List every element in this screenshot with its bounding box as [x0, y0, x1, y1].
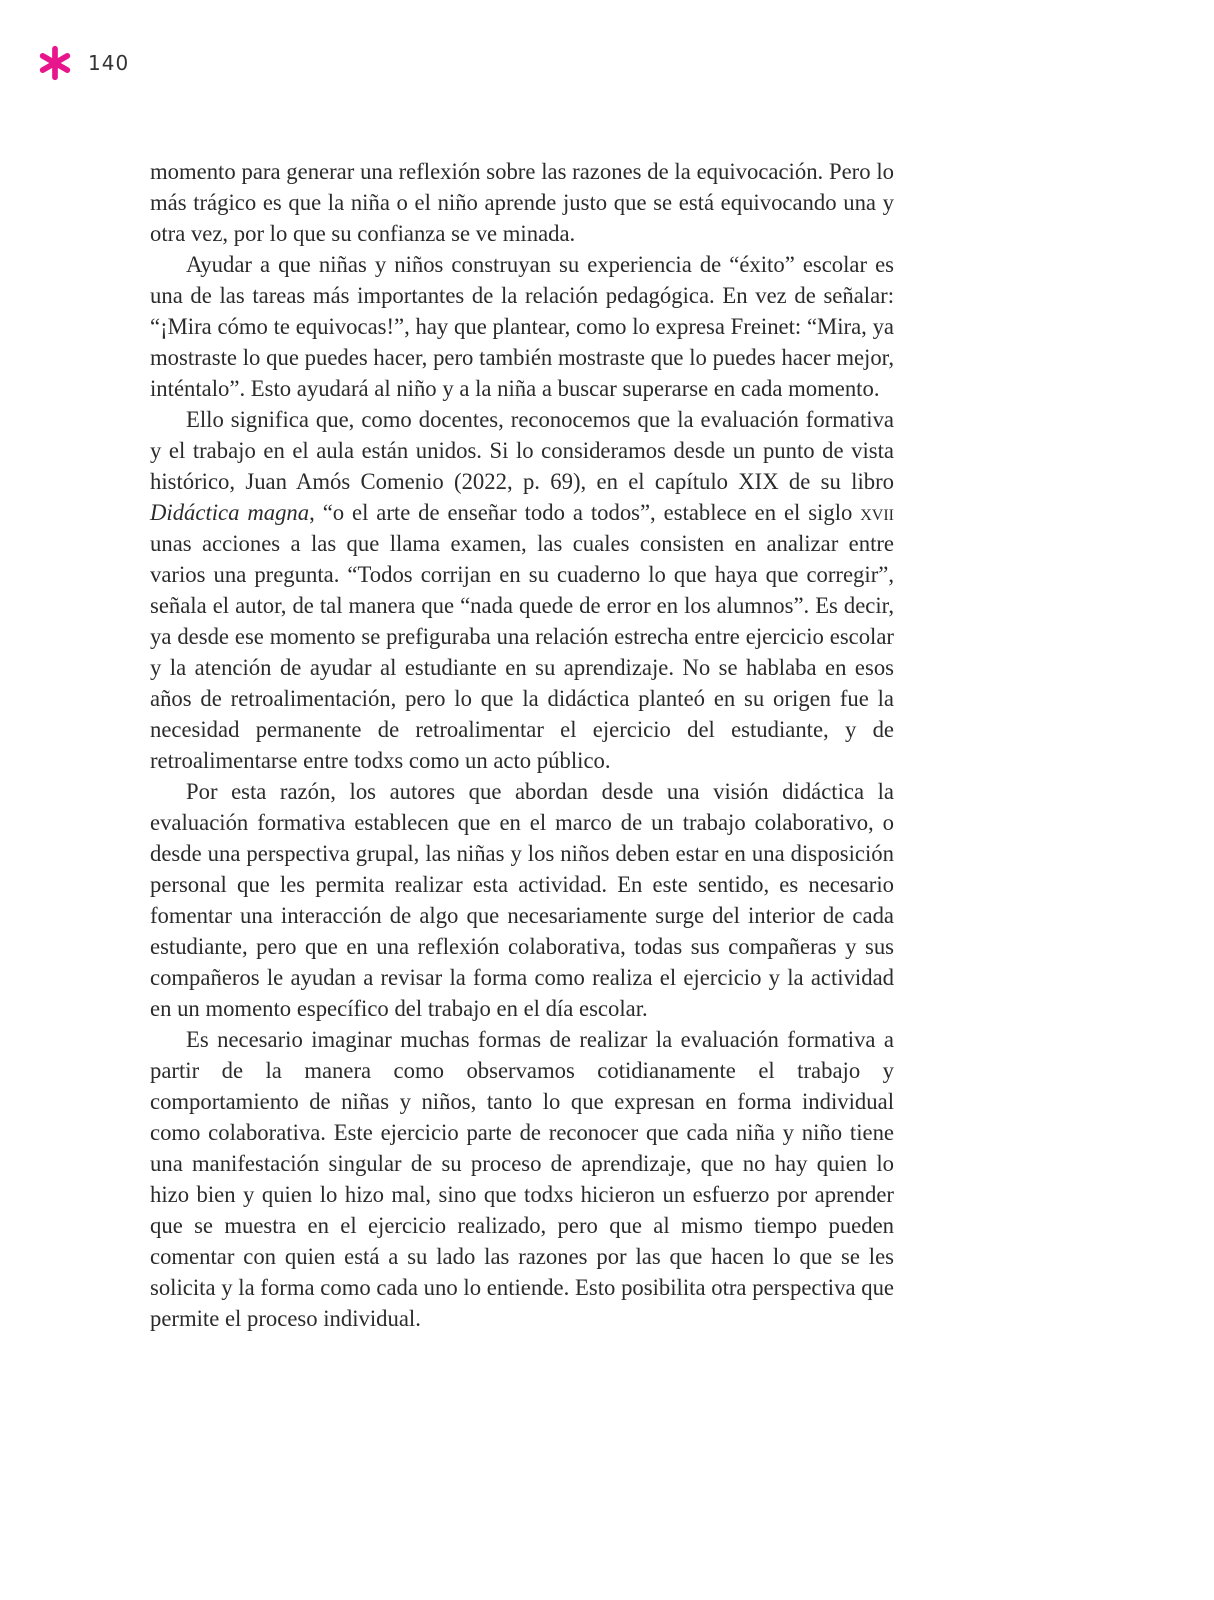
century-numeral: xvii	[860, 500, 894, 525]
paragraph-3-part-1: Ello significa que, como docentes, reconocemos que la evaluación formativa y el trabajo en el aula están unidos. Si lo consideramos desde un punto de vista histórico, Juan Amós Comenio (2022, p. 69), en el capítulo XIX de su libro	[150, 407, 894, 494]
body-text	[150, 156, 894, 1334]
paragraph-4: Por esta razón, los autores que abordan desde una visión didáctica la evaluación formativa establecen que en el marco de un trabajo colaborativo, o desde una perspectiva grupal, las niñas y los niños deben estar en una disposición personal que les permita realizar esta actividad. En este sentido, es necesario fomentar una interacción de algo que necesariamente surge del interior de cada estudiante, pero que en una reflexión colaborativa, todas sus compañeras y sus compañeros le ayudan a revisar la forma como realiza el ejercicio y la actividad en un momento específico del trabajo en el día escolar.	[150, 779, 894, 1021]
paragraph-2: Ayudar a que niñas y niños construyan su experiencia de “éxito” escolar es una de las tareas más importantes de la relación pedagógica. En vez de señalar: “¡Mira cómo te equivocas!”, hay que plantear, como lo expresa Freinet: “Mira, ya mostraste lo que puedes hacer, pero también mostraste que lo puedes hacer mejor, inténtalo”. Esto ayudará al niño y a la niña a buscar superarse en cada momento.	[150, 252, 894, 401]
page-number: 140	[88, 51, 130, 75]
book-title: Didáctica magna	[150, 500, 310, 525]
paragraph-1: momento para generar una reflexión sobre las razones de la equivocación. Pero lo más trágico es que la niña o el niño aprende justo que se está equivocando una y otra vez, por lo que su confianza se ve minada.	[150, 159, 894, 246]
asterisk-icon	[36, 44, 74, 82]
paragraph-3	[150, 404, 894, 776]
paragraph-3-part-2: , “o el arte de enseñar todo a todos”, establece en el siglo	[309, 500, 861, 525]
paragraph-3-part-3: unas acciones a las que llama examen, las cuales consisten en analizar entre varios una pregunta. “Todos corrijan en su cuaderno lo que haya que corregir”, señala el autor, de tal manera que “nada quede de error en los alumnos”. Es decir, ya desde ese momento se prefiguraba una relación estrecha entre ejercicio escolar y la atención de ayudar al estudiante en su aprendizaje. No se hablaba en esos años de retroalimentación, pero lo que la didáctica planteó en su origen fue la necesidad permanente de retroalimentar el ejercicio del estudiante, y de retroalimentarse entre todxs como un acto público.	[150, 531, 894, 773]
page-header	[36, 44, 129, 82]
paragraph-5: Es necesario imaginar muchas formas de realizar la evaluación formativa a partir de la manera como observamos cotidianamente el trabajo y comportamiento de niñas y niños, tanto lo que expresan en forma individual como colaborativa. Este ejercicio parte de reconocer que cada niña y niño tiene una manifestación singular de su proceso de aprendizaje, que no hay quien lo hizo bien y quien lo hizo mal, sino que todxs hicieron un esfuerzo por aprender que se muestra en el ejercicio realizado, pero que al mismo tiempo pueden comentar con quien está a su lado las razones por las que hacen lo que se les solicita y la forma como cada uno lo entiende. Esto posibilita otra perspectiva que permite el proceso individual.	[150, 1027, 894, 1331]
